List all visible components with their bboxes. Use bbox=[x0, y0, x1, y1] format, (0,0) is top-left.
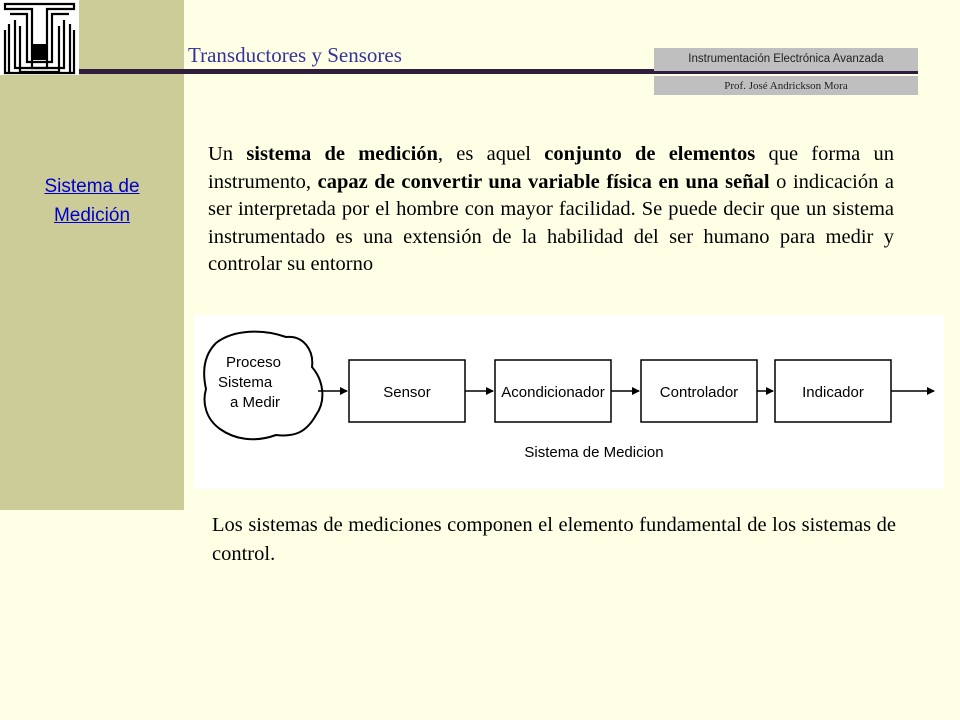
professor-label: Prof. José Andrickson Mora bbox=[654, 76, 918, 95]
sidebar-link-line1[interactable]: Sistema de bbox=[44, 176, 140, 197]
indicator-label: Indicador bbox=[802, 384, 864, 401]
intro-text-4: o indicación a ser interpretada por el hombre con mayor facilidad. Se puede decir que un sistema instrumentado es una extensión de la habilidad del ser humano para medir y controlar su entorno bbox=[208, 170, 895, 275]
conditioner-label: Acondicionador bbox=[501, 384, 605, 401]
closing-paragraph: Los sistemas de mediciones componen el elemento fundamental de los sistemas de control. bbox=[212, 514, 896, 565]
sidebar bbox=[0, 0, 184, 510]
intro-text-2: , es aquel bbox=[437, 143, 545, 165]
intro-text-1: Un bbox=[208, 143, 247, 165]
process-label-line3: a Medir bbox=[230, 394, 281, 411]
process-label-line1: Proceso bbox=[226, 354, 282, 371]
measurement-system-diagram bbox=[194, 315, 944, 489]
institution-logo bbox=[0, 0, 79, 75]
intro-bold-2: conjunto de elementos bbox=[544, 143, 756, 165]
block-diagram bbox=[194, 315, 944, 489]
sidebar-link-sistema-de-medicion[interactable] bbox=[0, 172, 184, 230]
intro-paragraph bbox=[208, 141, 894, 279]
diagram-caption: Sistema de Medicion bbox=[524, 444, 664, 461]
page-title: Transductores y Sensores bbox=[188, 43, 402, 67]
process-label-line2: Sistema bbox=[218, 374, 273, 391]
sidebar-link-line2[interactable]: Medición bbox=[53, 205, 131, 226]
course-label: Instrumentación Electrónica Avanzada bbox=[654, 48, 918, 71]
sensor-label: Sensor bbox=[383, 384, 431, 401]
logo-icon bbox=[0, 0, 79, 75]
controller-label: Controlador bbox=[659, 384, 739, 401]
intro-bold-3: capaz de convertir una variable física en una señal bbox=[317, 170, 770, 193]
intro-bold-1: sistema de medición bbox=[246, 143, 438, 165]
intro-text-3: que forma un instrumento, bbox=[208, 143, 894, 193]
